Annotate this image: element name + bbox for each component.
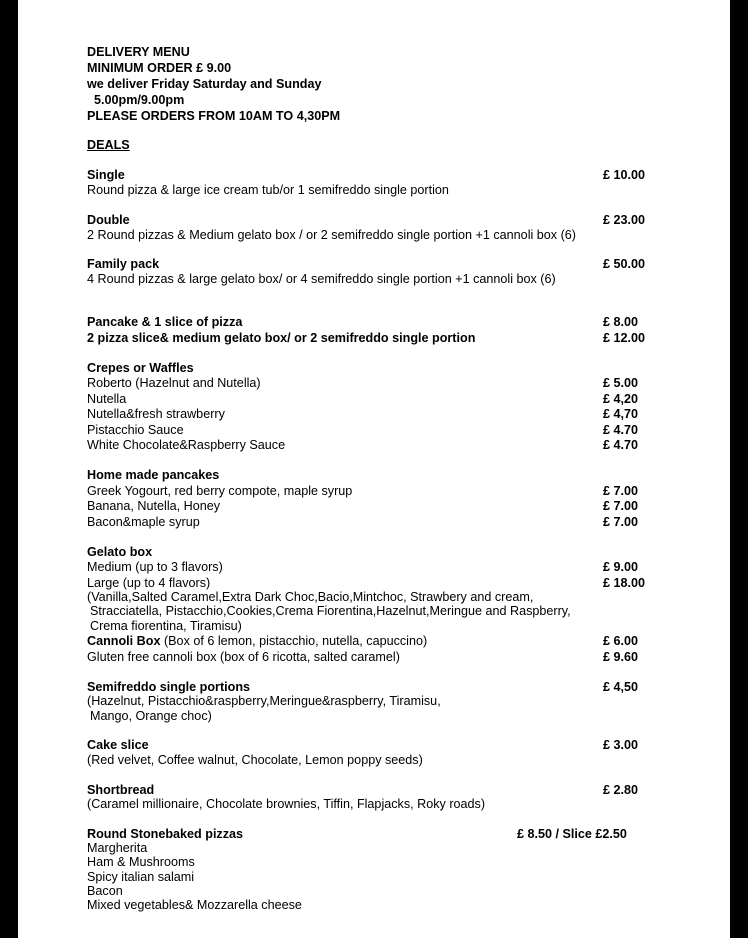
crepe-price: £ 4.70 bbox=[603, 423, 639, 437]
family-deal-name: Family pack bbox=[87, 257, 160, 271]
minimum-order: MINIMUM ORDER £ 9.00 bbox=[87, 61, 232, 75]
pizza-item: Spicy italian salami bbox=[87, 870, 195, 884]
shortbread-desc: (Caramel millionaire, Chocolate brownies, Tiffin, Flapjacks, Roky roads) bbox=[87, 797, 486, 811]
family-deal-desc: 4 Round pizzas & large gelato box/ or 4 semifreddo single portion +1 cannoli box (6) bbox=[87, 272, 556, 286]
gelato-medium-price: £ 9.00 bbox=[603, 560, 639, 574]
gelato-flavors: (Vanilla,Salted Caramel,Extra Dark Choc,Bacio,Mintchoc, Strawbery and cream, bbox=[87, 590, 534, 604]
pizzas-heading: Round Stonebaked pizzas bbox=[87, 827, 244, 841]
pizza-item: Ham & Mushrooms bbox=[87, 855, 195, 869]
crepe-price: £ 4,70 bbox=[603, 407, 639, 421]
double-deal-name: Double bbox=[87, 213, 130, 227]
cannoli-gluten-free: Gluten free cannoli box (box of 6 ricotta, salted caramel) bbox=[87, 650, 400, 664]
crepe-item: White Chocolate&Raspberry Sauce bbox=[87, 438, 286, 452]
double-deal-price: £ 23.00 bbox=[603, 213, 646, 227]
gelato-heading: Gelato box bbox=[87, 545, 153, 559]
crepe-price: £ 4.70 bbox=[603, 438, 639, 452]
pizza-item: Bacon bbox=[87, 884, 123, 898]
family-deal-price: £ 50.00 bbox=[603, 257, 646, 271]
pizza-item: Margherita bbox=[87, 841, 148, 855]
cannoli-gluten-free-price: £ 9.60 bbox=[603, 650, 639, 664]
double-deal-desc: 2 Round pizzas & Medium gelato box / or 2 semifreddo single portion +1 cannoli box (6) bbox=[87, 228, 576, 242]
shortbread-heading: Shortbread bbox=[87, 783, 155, 797]
cake-price: £ 3.00 bbox=[603, 738, 639, 752]
semifreddo-flavors: (Hazelnut, Pistacchio&raspberry,Meringue&raspberry, Tiramisu, bbox=[87, 694, 441, 708]
single-deal-desc: Round pizza & large ice cream tub/or 1 semifreddo single portion bbox=[87, 183, 449, 197]
crepe-price: £ 4,20 bbox=[603, 392, 639, 406]
pancake-price: £ 7.00 bbox=[603, 484, 639, 498]
pancakes-heading: Home made pancakes bbox=[87, 468, 220, 482]
gelato-flavors: Crema fiorentina, Tiramisu) bbox=[90, 619, 242, 633]
gelato-flavors: Stracciatella, Pistacchio,Cookies,Crema Fiorentina,Hazelnut,Meringue and Raspberry, bbox=[90, 604, 571, 618]
delivery-days: we deliver Friday Saturday and Sunday bbox=[87, 77, 322, 91]
cannoli-title: Cannoli Box bbox=[87, 634, 161, 648]
cannoli-box bbox=[87, 634, 427, 649]
shortbread-price: £ 2.80 bbox=[603, 783, 639, 797]
pancake-price: £ 7.00 bbox=[603, 515, 639, 529]
crepe-item: Nutella bbox=[87, 392, 127, 406]
menu-title: DELIVERY MENU bbox=[87, 45, 190, 59]
pancake-item: Bacon&maple syrup bbox=[87, 515, 200, 529]
crepes-heading: Crepes or Waffles bbox=[87, 361, 194, 375]
order-hours: PLEASE ORDERS FROM 10AM TO 4,30PM bbox=[87, 109, 341, 123]
single-deal-price: £ 10.00 bbox=[603, 168, 646, 182]
gelato-medium: Medium (up to 3 flavors) bbox=[87, 560, 223, 574]
pancake-item: Greek Yogourt, red berry compote, maple syrup bbox=[87, 484, 353, 498]
crepe-item: Pistacchio Sauce bbox=[87, 423, 184, 437]
pizza-slice-deal-name: 2 pizza slice& medium gelato box/ or 2 semifreddo single portion bbox=[87, 331, 476, 345]
pancake-price: £ 7.00 bbox=[603, 499, 639, 513]
gelato-large: Large (up to 4 flavors) bbox=[87, 576, 211, 590]
crepe-item: Roberto (Hazelnut and Nutella) bbox=[87, 376, 261, 390]
cake-desc: (Red velvet, Coffee walnut, Chocolate, Lemon poppy seeds) bbox=[87, 753, 423, 767]
cannoli-desc: (Box of 6 lemon, pistacchio, nutella, capuccino) bbox=[160, 634, 428, 648]
crepe-item: Nutella&fresh strawberry bbox=[87, 407, 225, 421]
semifreddo-price: £ 4,50 bbox=[603, 680, 639, 694]
pizza-item: Mixed vegetables& Mozzarella cheese bbox=[87, 898, 302, 912]
pancake-deal-price: £ 8.00 bbox=[603, 315, 639, 329]
cake-heading: Cake slice bbox=[87, 738, 149, 752]
menu-page bbox=[18, 0, 730, 938]
pancake-item: Banana, Nutella, Honey bbox=[87, 499, 221, 513]
pizza-slice-deal-price: £ 12.00 bbox=[603, 331, 646, 345]
semifreddo-flavors: Mango, Orange choc) bbox=[90, 709, 212, 723]
crepe-price: £ 5.00 bbox=[603, 376, 639, 390]
deals-heading: DEALS bbox=[87, 138, 130, 152]
cannoli-price: £ 6.00 bbox=[603, 634, 639, 648]
delivery-hours: 5.00pm/9.00pm bbox=[94, 93, 185, 107]
pancake-deal-name: Pancake & 1 slice of pizza bbox=[87, 315, 243, 329]
single-deal-name: Single bbox=[87, 168, 125, 182]
gelato-large-price: £ 18.00 bbox=[603, 576, 646, 590]
semifreddo-heading: Semifreddo single portions bbox=[87, 680, 251, 694]
pizzas-price: £ 8.50 / Slice £2.50 bbox=[517, 827, 627, 841]
